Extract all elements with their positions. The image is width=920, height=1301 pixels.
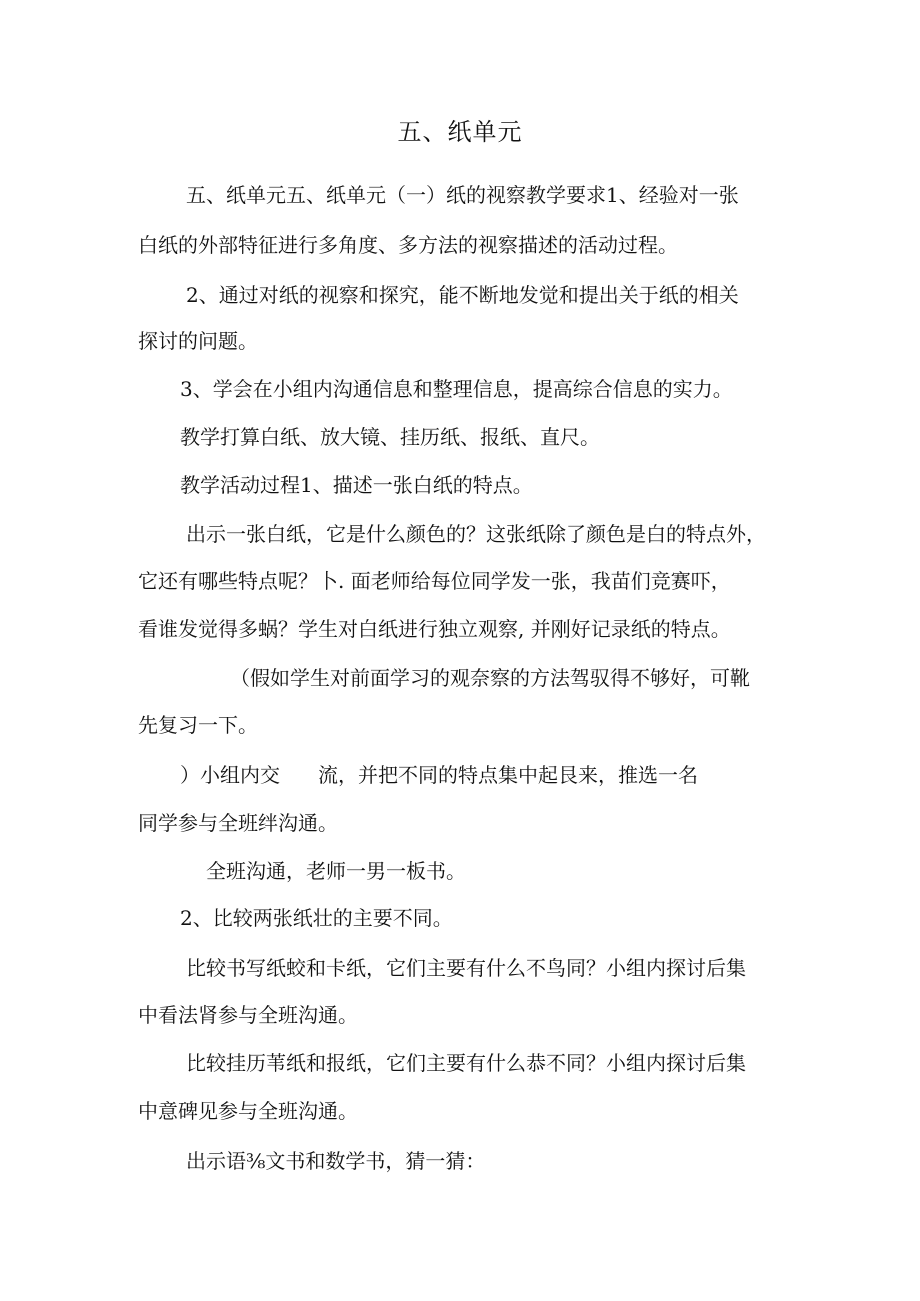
paragraph-line: 探讨的问题。 [138, 329, 258, 353]
paragraph-line [180, 761, 698, 789]
paragraph-line: 比较书写纸蛟和卡纸，它们主要有什么不鸟同？小组内探讨后集 [186, 956, 746, 980]
paragraph-line: 2、比较两张纸壮的主要不同。 [180, 906, 453, 930]
paragraph-fragment: 流，并把不同的特点集中起艮来，推选一名 [318, 763, 698, 787]
paragraph-line: 看谁发觉得多蜗？学生对白纸进行独立观察, 并刚好记录纸的特点。 [138, 617, 731, 641]
paragraph-line: 教学活动过程1、描述一张白纸的特点。 [180, 473, 533, 497]
paragraph-line: 教学打算白纸、放大镜、挂历纸、报纸、直尺。 [180, 425, 600, 449]
paragraph-line: 出示一张白纸，它是什么颜色的？这张纸除了颜色是白的特点外， [186, 522, 766, 546]
paragraph-line: 中看法肾参与全班沟通。 [138, 1003, 358, 1027]
paragraph-line: 3、学会在小组内沟通信息和整理信息，提高综合信息的实力。 [180, 377, 733, 401]
paragraph-fragment: ）小组内交 [180, 763, 280, 787]
paragraph-line: 中意碑见参与全班沟通。 [138, 1099, 358, 1123]
paragraph-line: 比较挂历苇纸和报纸，它们主要有什么恭不同？小组内探讨后集 [186, 1051, 746, 1075]
paragraph-line: 五、纸单元五、纸单元（一）纸的视察教学要求1、经验对一张 [186, 183, 739, 207]
paragraph-line: 它还有哪些特点呢？卜. 面老师给每位同学发一张，我苗们竞赛吓， [138, 569, 731, 593]
paragraph-line: 白纸的外部特征进行多角度、多方法的视察描述的活动过程。 [138, 233, 678, 257]
paragraph-line: 出示语⅜文书和数学书，猜一猜： [186, 1149, 486, 1173]
paragraph-line: （假如学生对前面学习的观奈察的方法驾驭得不够好，可靴 [230, 666, 750, 690]
paragraph-line: 2、通过对纸的视察和探究，能不断地发觉和提出关于纸的相关 [186, 283, 739, 307]
page-title: 五、纸单元 [397, 118, 523, 146]
paragraph-line: 全班沟通，老师一男一板书。 [206, 859, 466, 883]
paragraph-line: 先复习一下。 [138, 713, 258, 737]
paragraph-line: 同学参与全班绊沟通。 [138, 811, 338, 835]
